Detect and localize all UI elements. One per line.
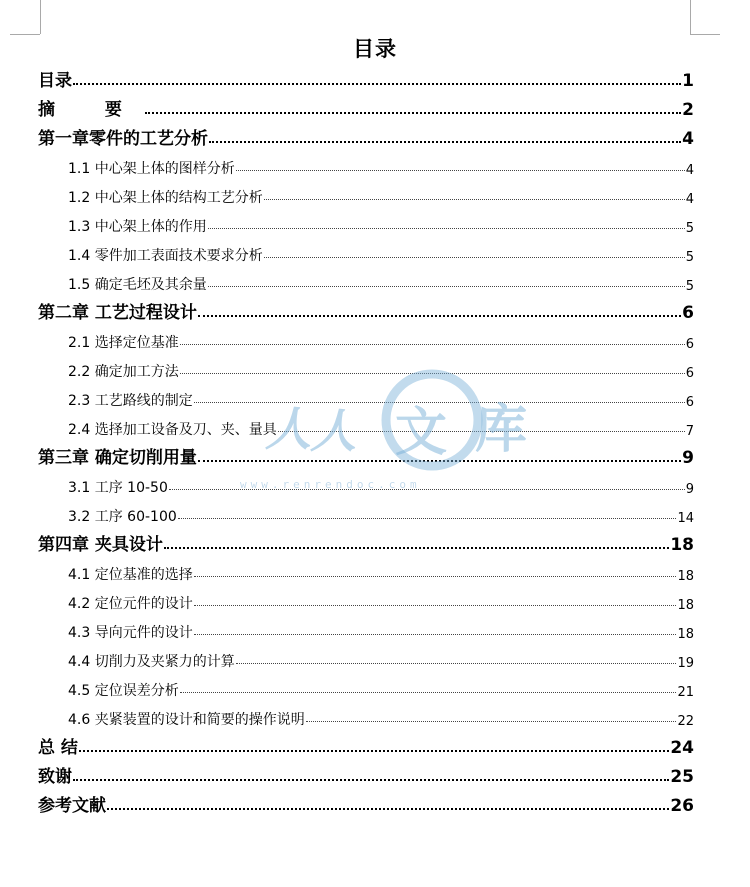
toc-subentry[interactable] [38, 381, 694, 410]
page-title: 目录 [353, 37, 397, 61]
dot-leader [194, 605, 677, 606]
toc-entry-text: 2.1 选择定位基准 [68, 335, 179, 351]
toc-page-number: 4 [685, 192, 694, 207]
toc-page-number: 5 [685, 279, 694, 294]
margin-corner-mark-left [40, 0, 41, 34]
toc-entry-text: 目录 [38, 71, 72, 91]
toc-entry-text: 4.3 导向元件的设计 [68, 625, 193, 641]
toc-entry-text: 总 结 [38, 738, 78, 758]
dot-leader [73, 83, 681, 85]
toc-subentry[interactable] [38, 323, 694, 352]
toc-page-number: 6 [682, 303, 694, 323]
dot-leader [194, 576, 677, 577]
dot-leader [169, 489, 685, 490]
dot-leader [107, 808, 669, 810]
dot-leader [73, 779, 669, 781]
dot-leader [198, 460, 681, 462]
toc-subentry[interactable] [38, 468, 694, 497]
dot-leader [208, 228, 685, 229]
toc-entry-text: 1.3 中心架上体的作用 [68, 219, 207, 235]
toc-entry-text: 3.2 工序 60-100 [68, 509, 177, 525]
toc-entry[interactable] [38, 758, 694, 787]
toc-subentry[interactable] [38, 265, 694, 294]
toc-subentry[interactable] [38, 642, 694, 671]
dot-leader [145, 112, 681, 114]
toc-entry[interactable] [38, 526, 694, 555]
toc-subentry[interactable] [38, 671, 694, 700]
toc-entry-text: 4.2 定位元件的设计 [68, 596, 193, 612]
toc-page-number: 4 [682, 129, 694, 149]
toc-entry[interactable] [38, 787, 694, 816]
toc-page-number: 6 [685, 395, 694, 410]
toc-page-number: 5 [685, 250, 694, 265]
dot-leader [180, 692, 677, 693]
toc-subentry[interactable] [38, 410, 694, 439]
toc-subentry[interactable] [38, 352, 694, 381]
toc-page-number: 6 [685, 366, 694, 381]
dot-leader [164, 547, 669, 549]
watermark-url: www.renrendoc.com [240, 478, 421, 491]
toc-page-number: 9 [682, 448, 694, 468]
dot-leader [194, 402, 685, 403]
toc-subentry[interactable] [38, 613, 694, 642]
toc-page-number: 18 [670, 535, 694, 555]
toc-page-number: 5 [685, 221, 694, 236]
toc-entry-text: 2.3 工艺路线的制定 [68, 393, 193, 409]
toc-subentry[interactable] [38, 178, 694, 207]
toc-page-number: 1 [682, 71, 694, 91]
toc-entry-text: 4.5 定位误差分析 [68, 683, 179, 699]
toc-page-number: 9 [685, 482, 694, 497]
toc-page-number: 18 [677, 598, 694, 613]
toc-subentry[interactable] [38, 236, 694, 265]
toc-page-number: 6 [685, 337, 694, 352]
toc-entry[interactable] [38, 120, 694, 149]
toc-entry-text: 第二章 工艺过程设计 [38, 303, 197, 323]
toc-entry[interactable] [38, 91, 694, 120]
watermark-glyph: 库 [475, 399, 528, 460]
toc-subentry[interactable] [38, 149, 694, 178]
dot-leader [209, 141, 681, 143]
toc-entry[interactable] [38, 294, 694, 323]
dot-leader [208, 286, 685, 287]
dot-leader [194, 634, 677, 635]
toc-entry-text: 摘 要 [38, 100, 144, 120]
toc-page-number: 4 [685, 163, 694, 178]
toc-entry[interactable] [38, 729, 694, 758]
toc-entry-text: 3.1 工序 10-50 [68, 480, 168, 496]
toc-subentry[interactable] [38, 555, 694, 584]
toc-page-number: 14 [677, 511, 694, 526]
toc-page-number: 22 [677, 714, 694, 729]
dot-leader [264, 257, 685, 258]
toc-entry-text: 第四章 夹具设计 [38, 535, 163, 555]
watermark-glyph: 文 [395, 402, 448, 463]
toc-entry-text: 1.5 确定毛坯及其余量 [68, 277, 207, 293]
toc-entry[interactable] [38, 62, 694, 91]
toc-page-number: 18 [677, 569, 694, 584]
toc-page-number: 25 [670, 767, 694, 787]
dot-leader [306, 721, 677, 722]
toc-page-number: 24 [670, 738, 694, 758]
toc-entry-text: 第三章 确定切削用量 [38, 448, 197, 468]
dot-leader [198, 315, 681, 317]
dot-leader [236, 170, 685, 171]
toc-page-number: 19 [677, 656, 694, 671]
toc-subentry[interactable] [38, 700, 694, 729]
toc-page-number: 26 [670, 796, 694, 816]
toc-entry-text: 1.1 中心架上体的图样分析 [68, 161, 235, 177]
toc-page-number: 21 [677, 685, 694, 700]
dot-leader [236, 663, 677, 664]
toc-entry-text: 1.4 零件加工表面技术要求分析 [68, 248, 263, 264]
watermark-glyph: 人 [265, 402, 311, 456]
toc-entry-text: 2.4 选择加工设备及刀、夹、量具 [68, 422, 277, 438]
toc-entry-text: 2.2 确定加工方法 [68, 364, 179, 380]
toc-page-number: 7 [685, 424, 694, 439]
toc-page-number: 2 [682, 100, 694, 120]
watermark-glyph: 人 [310, 404, 356, 458]
toc-entry-text: 第一章零件的工艺分析 [38, 129, 208, 149]
toc-page-number: 18 [677, 627, 694, 642]
dot-leader [264, 199, 685, 200]
toc-subentry[interactable] [38, 497, 694, 526]
toc-subentry[interactable] [38, 584, 694, 613]
dot-leader [180, 373, 685, 374]
toc-entry[interactable] [38, 439, 694, 468]
toc-entry-text: 4.1 定位基准的选择 [68, 567, 193, 583]
dot-leader [79, 750, 669, 752]
toc-entry-text: 4.4 切削力及夹紧力的计算 [68, 654, 235, 670]
margin-corner-mark-right [690, 0, 691, 34]
table-of-contents [38, 62, 694, 816]
toc-entry-text: 4.6 夹紧装置的设计和简要的操作说明 [68, 712, 305, 728]
dot-leader [278, 431, 685, 432]
toc-entry-text: 参考文献 [38, 796, 106, 816]
dot-leader [178, 518, 677, 519]
toc-subentry[interactable] [38, 207, 694, 236]
toc-entry-text: 1.2 中心架上体的结构工艺分析 [68, 190, 263, 206]
toc-entry-text: 致谢 [38, 767, 72, 787]
dot-leader [180, 344, 685, 345]
